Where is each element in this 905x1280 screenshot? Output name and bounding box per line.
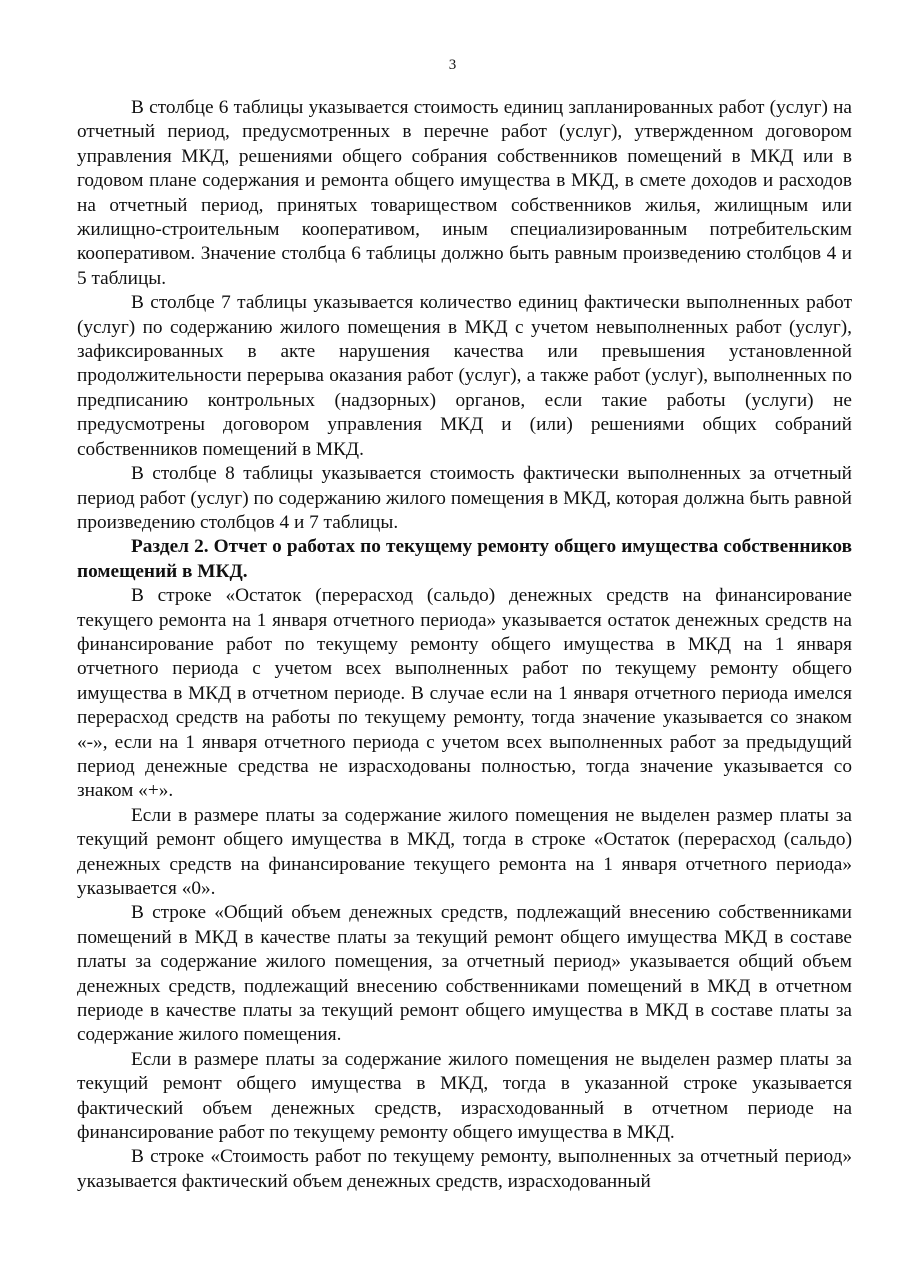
paragraph-total-funds-row: В строке «Общий объем денежных средств, подлежащий внесению собственниками помещений в МКД в качестве платы за текущий ремонт общего имущества МКД в составе платы за содержание жилого помещения, за отчетный период» указывается общий объем денежных средств, подлежащий внесению собственниками помещений в МКД в отчетном периоде в качестве платы за текущий ремонт общего имущества в МКД в составе платы за содержание жилого помещения.	[77, 902, 852, 1046]
paragraph-total-funds-actual: Если в размере платы за содержание жилого помещения не выделен размер платы за текущий ремонт общего имущества в МКД, тогда в указанной строке указывается фактический объем денежных средств, израсходованный в отчетном периоде на финансирование работ по текущему ремонту общего имущества в МКД.	[77, 1048, 852, 1144]
section-2-heading: Раздел 2. Отчет о работах по текущему ремонту общего имущества собственников помещений в МКД.	[77, 536, 852, 582]
document-body	[77, 96, 852, 1194]
paragraph-column-7: В столбце 7 таблицы указывается количество единиц фактически выполненных работ (услуг) по содержанию жилого помещения в МКД с учетом невыполненных работ (услуг), зафиксированных в акте нарушения качества или превышения установленной продолжительности перерыва оказания работ (услуг), а также работ (услуг), выполненных по предписанию контрольных (надзорных) органов, если такие работы (услуги) не предусмотрены договором управления МКД и (или) решениями общих собраний собственников помещений в МКД.	[77, 292, 852, 460]
page-number: 3	[448, 57, 457, 73]
paragraph-balance-row: В строке «Остаток (перерасход (сальдо) денежных средств на финансирование текущего ремонта на 1 января отчетного периода» указывается остаток денежных средств на финансирование работ по текущему ремонту общего имущества в МКД на 1 января отчетного периода с учетом всех выполненных работ по текущему ремонту общего имущества в МКД в отчетном периоде. В случае если на 1 января отчетного периода имелся перерасход средств на работы по текущему ремонту, тогда значение указывается со знаком «-», если на 1 января отчетного периода с учетом всех выполненных работ за предыдущий период денежные средства не израсходованы полностью, тогда значение указывается со знаком «+».	[77, 585, 852, 802]
paragraph-repair-cost-row: В строке «Стоимость работ по текущему ремонту, выполненных за отчетный период» указывается фактический объем денежных средств, израсходованный	[77, 1146, 852, 1192]
paragraph-column-6: В столбце 6 таблицы указывается стоимость единиц запланированных работ (услуг) на отчетный период, предусмотренных в перечне работ (услуг), утвержденном договором управления МКД, решениями общего собрания собственников помещений в МКД или в годовом плане содержания и ремонта общего имущества в МКД, в смете доходов и расходов на отчетный период, принятых товариществом собственников жилья, жилищным или жилищно-строительным кооперативом, иным специализированным потребительским кооперативом. Значение столбца 6 таблицы должно быть равным произведению столбцов 4 и 5 таблицы.	[77, 97, 852, 289]
paragraph-balance-zero: Если в размере платы за содержание жилого помещения не выделен размер платы за текущий ремонт общего имущества в МКД, тогда в строке «Остаток (перерасход (сальдо) денежных средств на финансирование текущего ремонта на 1 января отчетного периода» указывается «0».	[77, 804, 852, 899]
paragraph-column-8: В столбце 8 таблицы указывается стоимость фактически выполненных за отчетный период работ (услуг) по содержанию жилого помещения в МКД, которая должна быть равной произведению столбцов 4 и 7 таблицы.	[77, 463, 852, 533]
